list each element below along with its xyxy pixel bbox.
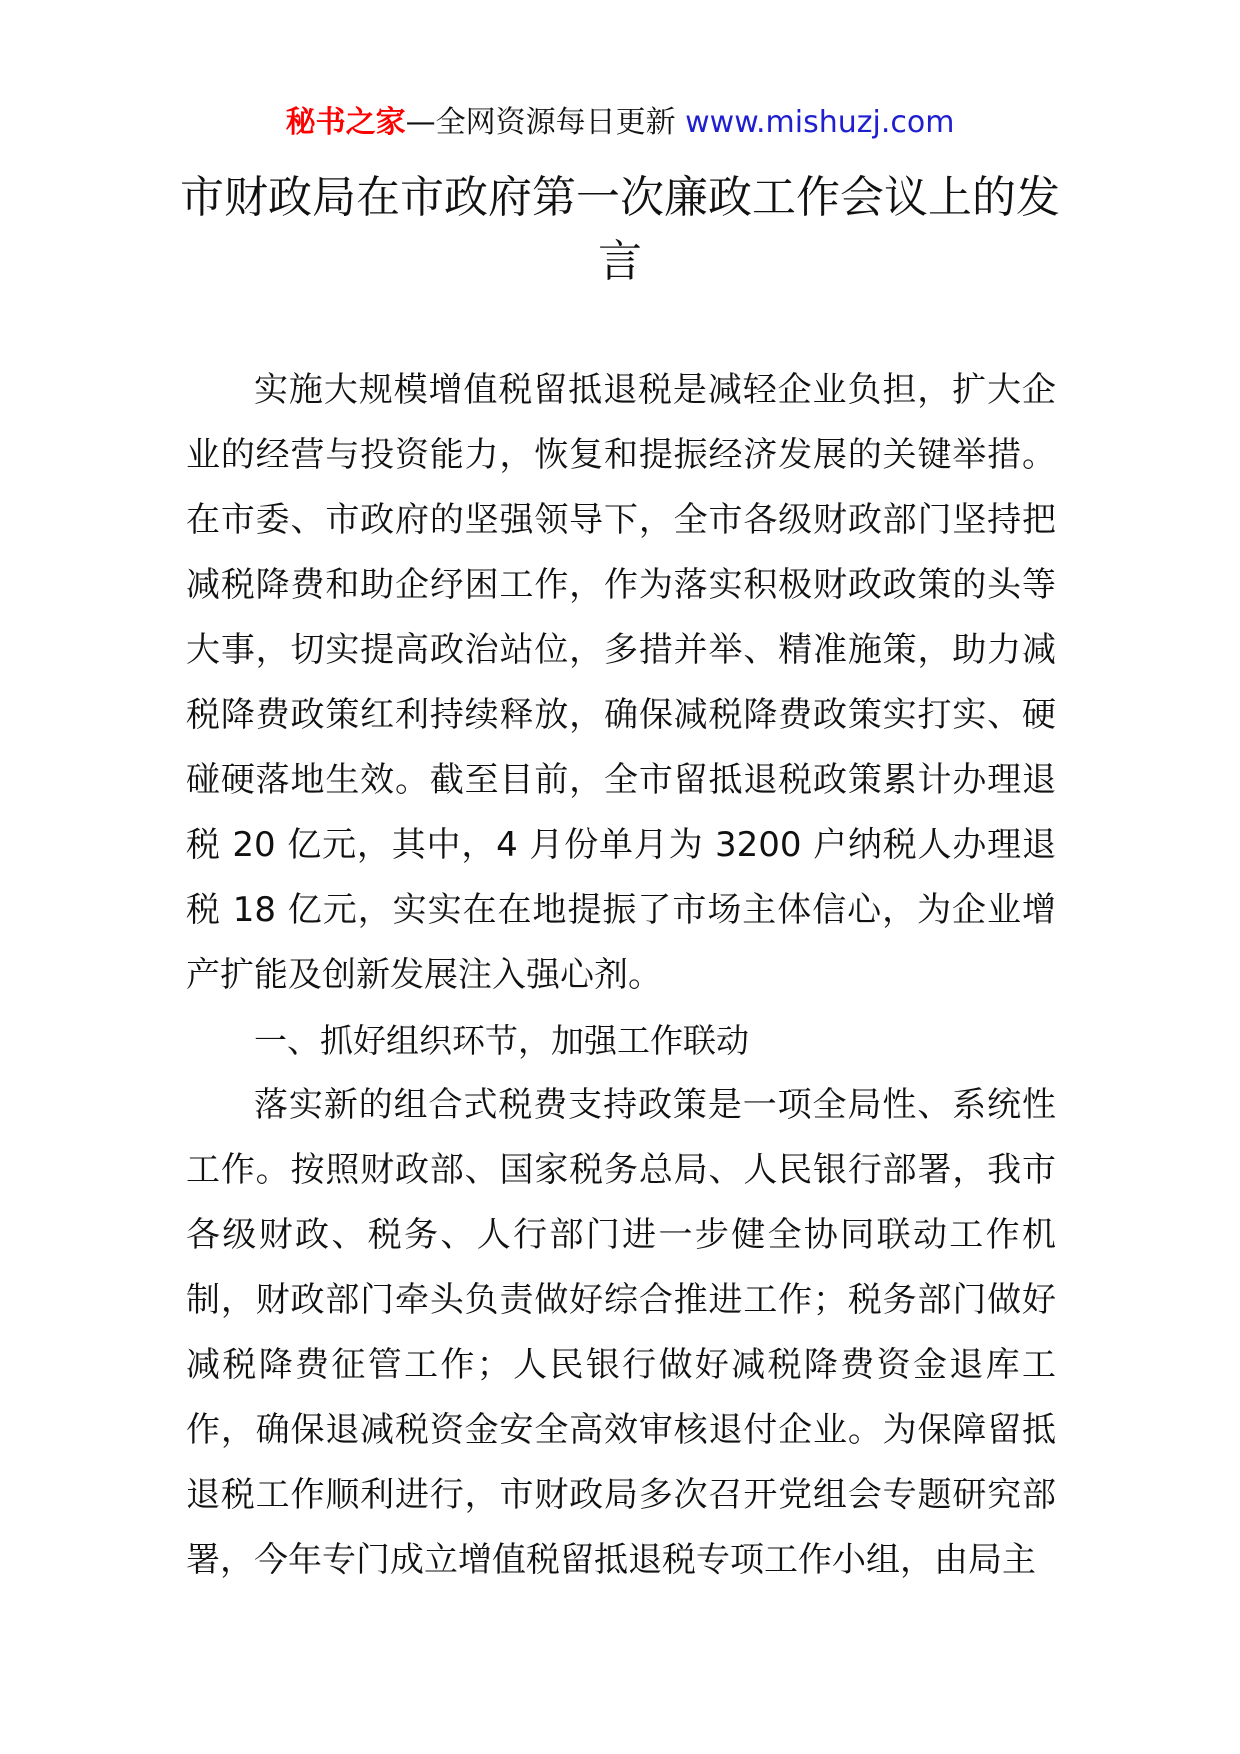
section-heading: 一、抓好组织环节，加强工作联动	[254, 1021, 749, 1060]
site-url[interactable]: www.mishuzj.com	[685, 105, 955, 140]
header-slogan: —全网资源每日更新	[405, 105, 676, 140]
body-paragraph: 落实新的组合式税费支持政策是一项全局性、系统性工作。按照财政部、国家税务总局、人民银行部署，我市各级财政、税务、人行部门进一步健全协同联动工作机制，财政部门牵头负责做好综合推进工作；税务部门做好减税降费征管工作；人民银行做好减税降费资金退库工作，确保退减税资金安全高效审核退付企业。为保障留抵退税工作顺利进行，市财政局多次召开党组会专题研究部署，今年专门成立增值税留抵退税专项工作小组，由局主	[186, 1085, 1056, 1580]
document-title: 市财政局在市政府第一次廉政工作会议上的发言	[180, 172, 1060, 287]
document-body	[186, 358, 1056, 1593]
watermark-header	[0, 100, 1240, 146]
brand-name: 秘书之家	[285, 105, 406, 140]
body-paragraph: 实施大规模增值税留抵退税是减轻企业负担，扩大企业的经营与投资能力，恢复和提振经济发展的关键举措。在市委、市政府的坚强领导下，全市各级财政部门坚持把减税降费和助企纾困工作，作为落实积极财政政策的头等大事，切实提高政治站位，多措并举、精准施策，助力减税降费政策红利持续释放，确保减税降费政策实打实、硬碰硬落地生效。截至目前，全市留抵退税政策累计办理退税 20 亿元，其中，4 月份单月为 3200 户纳税人办理退税 18 亿元，实实在在地提振了市场主体信心，为企业增产扩能及创新发展注入强心剂。	[186, 370, 1056, 995]
